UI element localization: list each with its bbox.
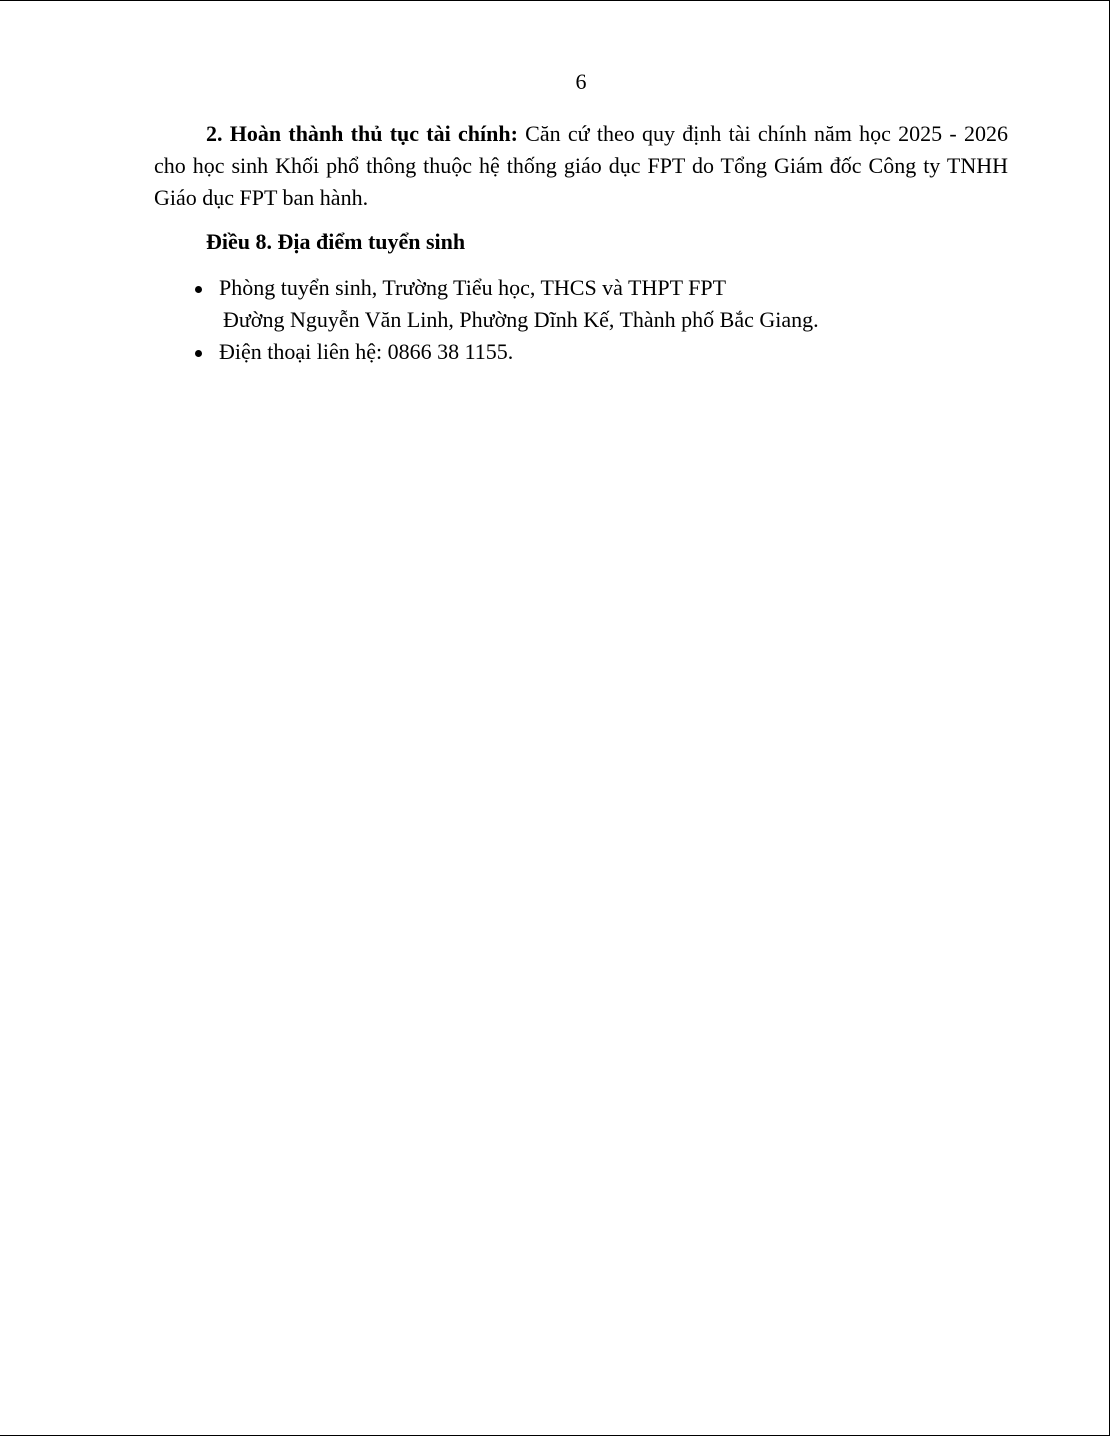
contact-phone: Điện thoại liên hệ: 0866 38 1155.	[219, 339, 514, 364]
admission-location-list	[154, 272, 1008, 368]
section-2-lead: 2. Hoàn thành thủ tục tài chính:	[206, 121, 518, 146]
bullet-icon	[195, 350, 202, 357]
list-item	[154, 336, 1008, 368]
section-2-paragraph	[154, 118, 1008, 214]
list-item	[154, 272, 1008, 336]
office-name: Phòng tuyển sinh, Trường Tiểu học, THCS và THPT FPT	[219, 275, 727, 300]
page-number: 6	[575, 69, 587, 94]
section-2-text: Căn cứ theo quy định tài chính năm học 2025 - 2026 cho học sinh Khối phổ thông thuộc hệ thống giáo dục FPT do Tổng Giám đốc Công ty TNHH Giáo dục FPT ban hành.	[154, 121, 1008, 210]
office-address: Đường Nguyễn Văn Linh, Phường Dĩnh Kế, Thành phố Bắc Giang.	[223, 307, 819, 332]
document-body	[154, 118, 1008, 368]
bullet-icon	[195, 286, 202, 293]
article-8-heading: Điều 8. Địa điểm tuyển sinh	[206, 229, 466, 254]
